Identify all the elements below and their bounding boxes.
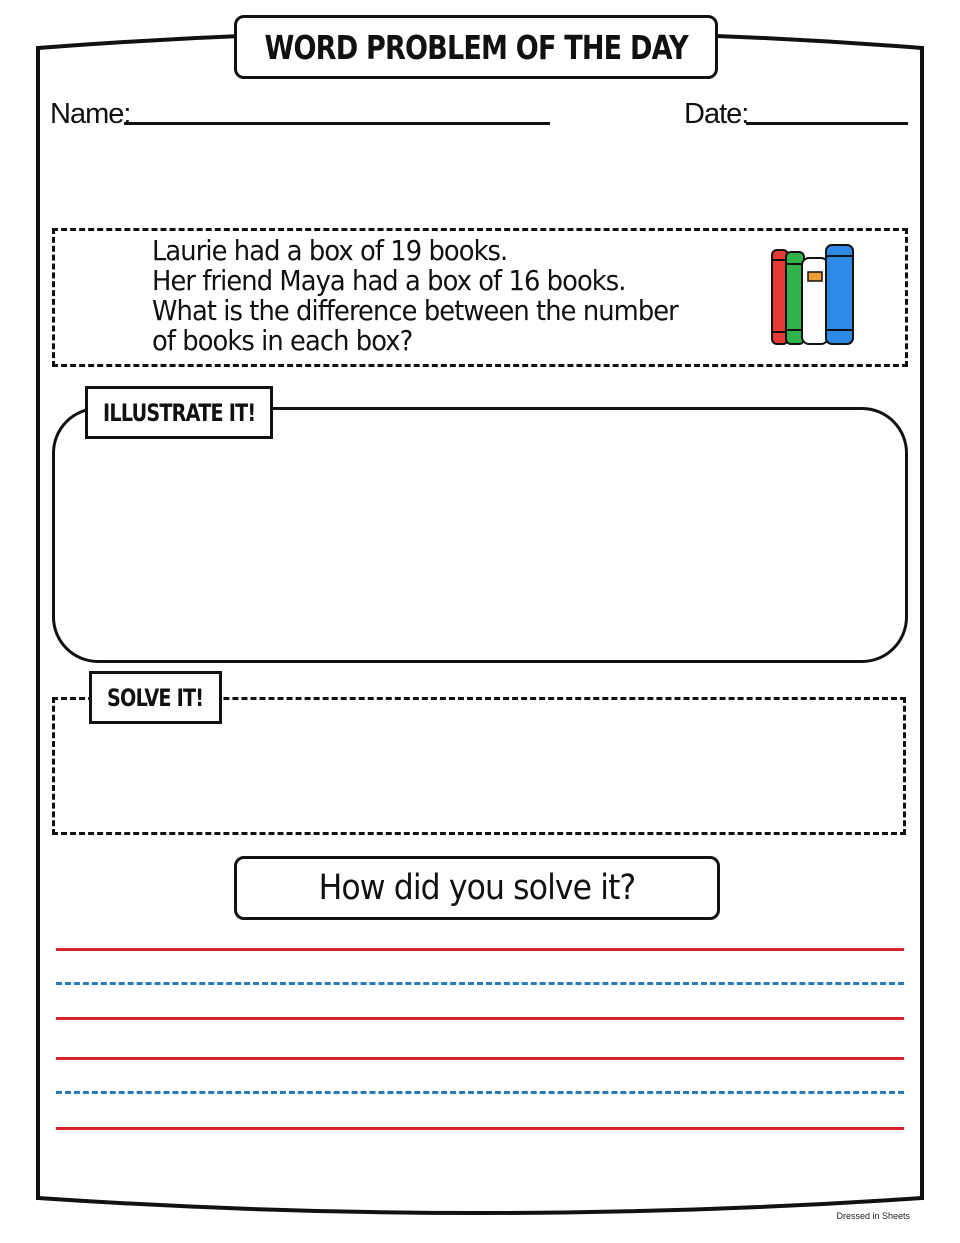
credit-text: Dressed in Sheets [836,1211,910,1221]
books-icon [768,242,860,348]
problem-text [152,236,678,356]
problem-line: of books in each box? [152,324,413,357]
solve-label: SOLVE IT! [107,683,204,712]
writing-line-red[interactable] [56,1127,904,1130]
writing-line-dashed [56,982,904,985]
how-label: How did you solve it? [318,868,636,908]
problem-line: Her friend Maya had a box of 16 books. [152,264,626,297]
problem-line: Laurie had a box of 19 books. [152,234,508,267]
name-label: Name: [50,98,131,130]
writing-line-red[interactable] [56,1017,904,1020]
illustrate-label: ILLUSTRATE IT! [102,398,256,427]
illustrate-tab [85,386,273,439]
page-title: WORD PROBLEM OF THE DAY [264,27,688,67]
solve-tab [89,671,222,724]
writing-line-red[interactable] [56,948,904,951]
date-field[interactable] [746,122,908,125]
writing-line-red[interactable] [56,1057,904,1060]
writing-line-dashed [56,1091,904,1094]
how-box [234,856,720,920]
title-box [234,15,718,79]
illustrate-area[interactable] [52,407,908,663]
problem-line: What is the difference between the number [152,294,678,327]
name-field[interactable] [124,122,550,125]
date-label: Date: [684,98,749,130]
